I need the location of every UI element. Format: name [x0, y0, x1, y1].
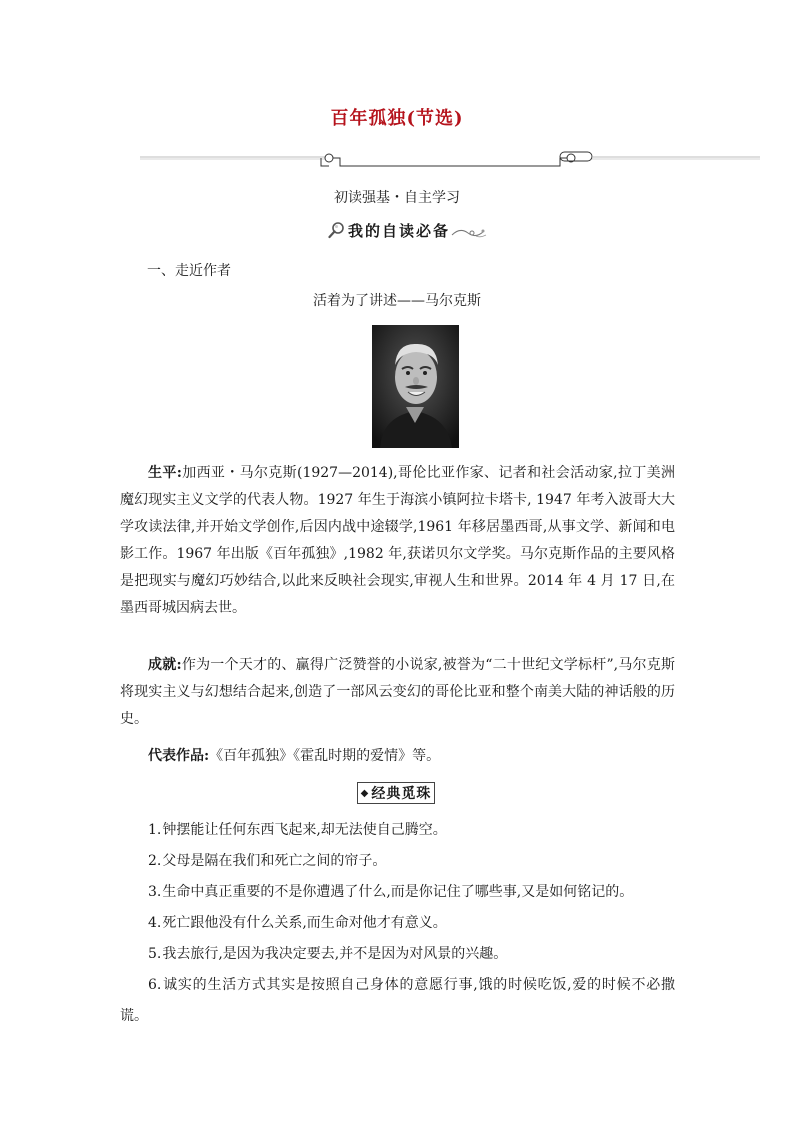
quote-text: 死亡跟他没有什么关系,而生命对他才有意义。 [162, 915, 447, 931]
achievement-label: 成就: [148, 657, 182, 673]
quotes-list [120, 815, 675, 1032]
quote-text: 诚实的生活方式其实是按照自己身体的意愿行事,饿的时候吃饭,爱的时候不必撒谎。 [120, 977, 675, 1024]
list-item [120, 815, 675, 846]
list-item [120, 877, 675, 908]
title-ornament-rule [140, 150, 760, 174]
quote-text: 生命中真正重要的不是你遭遇了什么,而是你记住了哪些事,又是如何铭记的。 [162, 884, 634, 900]
bio-text: 加西亚・马尔克斯(1927—2014),哥伦比亚作家、记者和社会活动家,拉丁美洲魔幻现实主义文学的代表人物。1927 年生于海滨小镇阿拉卡塔卡, 1947 年考入波哥大大学攻读法律,并开始文学创作,后因内战中途辍学,1961 年移居墨西哥,从事文学、新闻和电影工作。1967 年出版《百年孤独》,1982 年,获诺贝尔文学奖。马尔克斯作品的主要风格是把现实与魔幻巧妙结合,以此来反映社会现实,审视人生和世界。2014 年 4 月 17 日,在墨西哥城因病去世。 [120, 465, 675, 616]
quote-number: 3. [148, 884, 162, 900]
achievement-text: 作为一个天才的、赢得广泛赞誉的小说家,被誉为“二十世纪文学标杆”,马尔克斯将现实主义与幻想结合起来,创造了一部风云变幻的哥伦比亚和整个南美大陆的神话般的历史。 [120, 657, 675, 727]
magnifier-icon [328, 221, 346, 239]
works-label: 代表作品: [148, 748, 210, 764]
list-item [120, 846, 675, 877]
list-item [120, 908, 675, 939]
quote-text: 钟摆能让任何东西飞起来,却无法使自己腾空。 [162, 822, 447, 838]
quotes-badge [357, 782, 435, 804]
author-portrait [372, 325, 459, 448]
quote-number: 6. [148, 977, 162, 993]
banner-label: 我的自读必备 [348, 221, 451, 240]
works-paragraph [120, 743, 675, 770]
author-subtitle: 活着为了讲述——马尔克斯 [313, 293, 481, 309]
swirl-ornament-icon [450, 221, 490, 239]
page-title: 百年孤独(节选) [330, 108, 464, 129]
bio-label: 生平: [148, 465, 182, 481]
quotes-badge-label: 经典觅珠 [371, 786, 432, 802]
quote-number: 4. [148, 915, 162, 931]
quote-number: 2. [148, 853, 162, 869]
list-item [120, 939, 675, 970]
section-heading: 初读强基・自主学习 [334, 190, 460, 206]
bio-paragraph [120, 460, 675, 622]
quote-number: 1. [148, 822, 162, 838]
quote-text: 父母是隔在我们和死亡之间的帘子。 [162, 853, 387, 869]
part-heading: 一、走近作者 [147, 263, 231, 279]
list-item [120, 970, 675, 1032]
achievement-paragraph [120, 652, 675, 733]
self-reading-banner [328, 218, 490, 242]
diamond-icon: ◆ [360, 787, 370, 799]
quote-text: 我去旅行,是因为我决定要去,并不是因为对风景的兴趣。 [162, 946, 508, 962]
quote-number: 5. [148, 946, 162, 962]
works-text: 《百年孤独》《霍乱时期的爱情》等。 [209, 748, 441, 764]
